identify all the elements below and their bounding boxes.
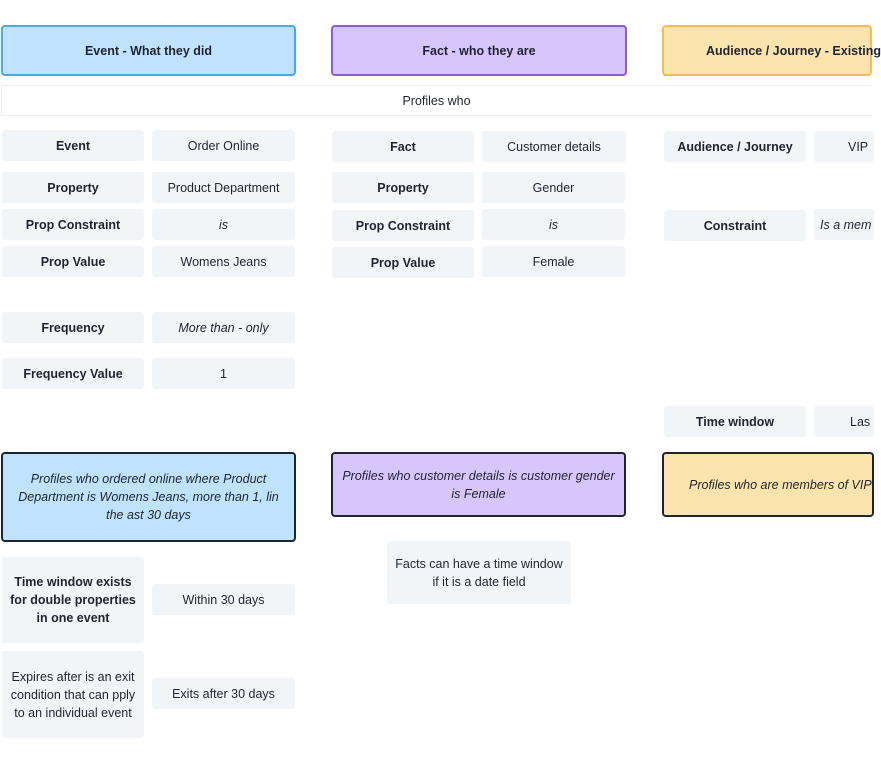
event-prop-constraint-label: Prop Constraint <box>2 209 144 240</box>
audience-summary <box>662 452 874 517</box>
fact-summary-text: Profiles who customer details is customer gender is Female <box>342 468 615 501</box>
audience-row-value: VIP <box>814 131 874 162</box>
fact-prop-constraint-label: Prop Constraint <box>332 210 474 241</box>
audience-row-label: Audience / Journey <box>664 131 806 162</box>
event-frequency-value-value: 1 <box>152 358 295 389</box>
event-frequency-value-label: Frequency Value <box>2 358 144 389</box>
fact-prop-constraint-value: is <box>482 209 625 240</box>
expires-after-note-value: Exits after 30 days <box>152 678 295 709</box>
fact-column-header <box>331 25 627 76</box>
audience-header-label: Audience / Journey - Existing <box>706 43 881 58</box>
event-frequency-label: Frequency <box>2 312 144 343</box>
event-property-value: Product Department <box>152 172 295 203</box>
event-header-label: Event - What they did <box>84 43 213 58</box>
event-prop-value-label: Prop Value <box>2 246 144 277</box>
audience-constraint-label: Constraint <box>664 210 806 241</box>
time-window-note: Time window exists for double properties in one event <box>2 557 144 643</box>
fact-row-label: Fact <box>332 131 474 162</box>
audience-time-window-label: Time window <box>664 406 806 437</box>
event-frequency-value: More than - only <box>152 312 295 343</box>
profiles-who-label: Profiles who <box>402 93 471 108</box>
event-row-value: Order Online <box>152 130 295 161</box>
fact-row-value: Customer details <box>482 131 626 162</box>
expires-after-note: Expires after is an exit condition that can pply to an individual event <box>2 651 144 738</box>
fact-header-label: Fact - who they are <box>422 43 536 58</box>
event-column-header <box>1 25 296 76</box>
event-prop-value-value: Womens Jeans <box>152 246 295 277</box>
fact-prop-value-label: Prop Value <box>332 247 474 278</box>
audience-summary-text: Profiles who are members of VIP <box>689 477 872 492</box>
audience-time-window-value: Las <box>814 406 874 437</box>
time-window-note-value: Within 30 days <box>152 584 295 615</box>
fact-property-value: Gender <box>482 172 625 203</box>
fact-time-window-note: Facts can have a time window if it is a date field <box>387 541 571 604</box>
audience-constraint-value: Is a mem <box>814 209 874 240</box>
event-summary <box>1 452 296 542</box>
event-prop-constraint-value: is <box>152 209 295 240</box>
fact-property-label: Property <box>332 172 474 203</box>
event-property-label: Property <box>2 172 144 203</box>
profiles-who-bar <box>1 85 871 116</box>
event-row-label: Event <box>2 130 144 161</box>
fact-summary <box>331 452 626 517</box>
audience-column-header <box>662 25 881 76</box>
event-summary-text: Profiles who ordered online where Product Department is Womens Jeans, more than 1, lin the ast 30 days <box>18 472 279 522</box>
fact-prop-value-value: Female <box>482 246 625 277</box>
